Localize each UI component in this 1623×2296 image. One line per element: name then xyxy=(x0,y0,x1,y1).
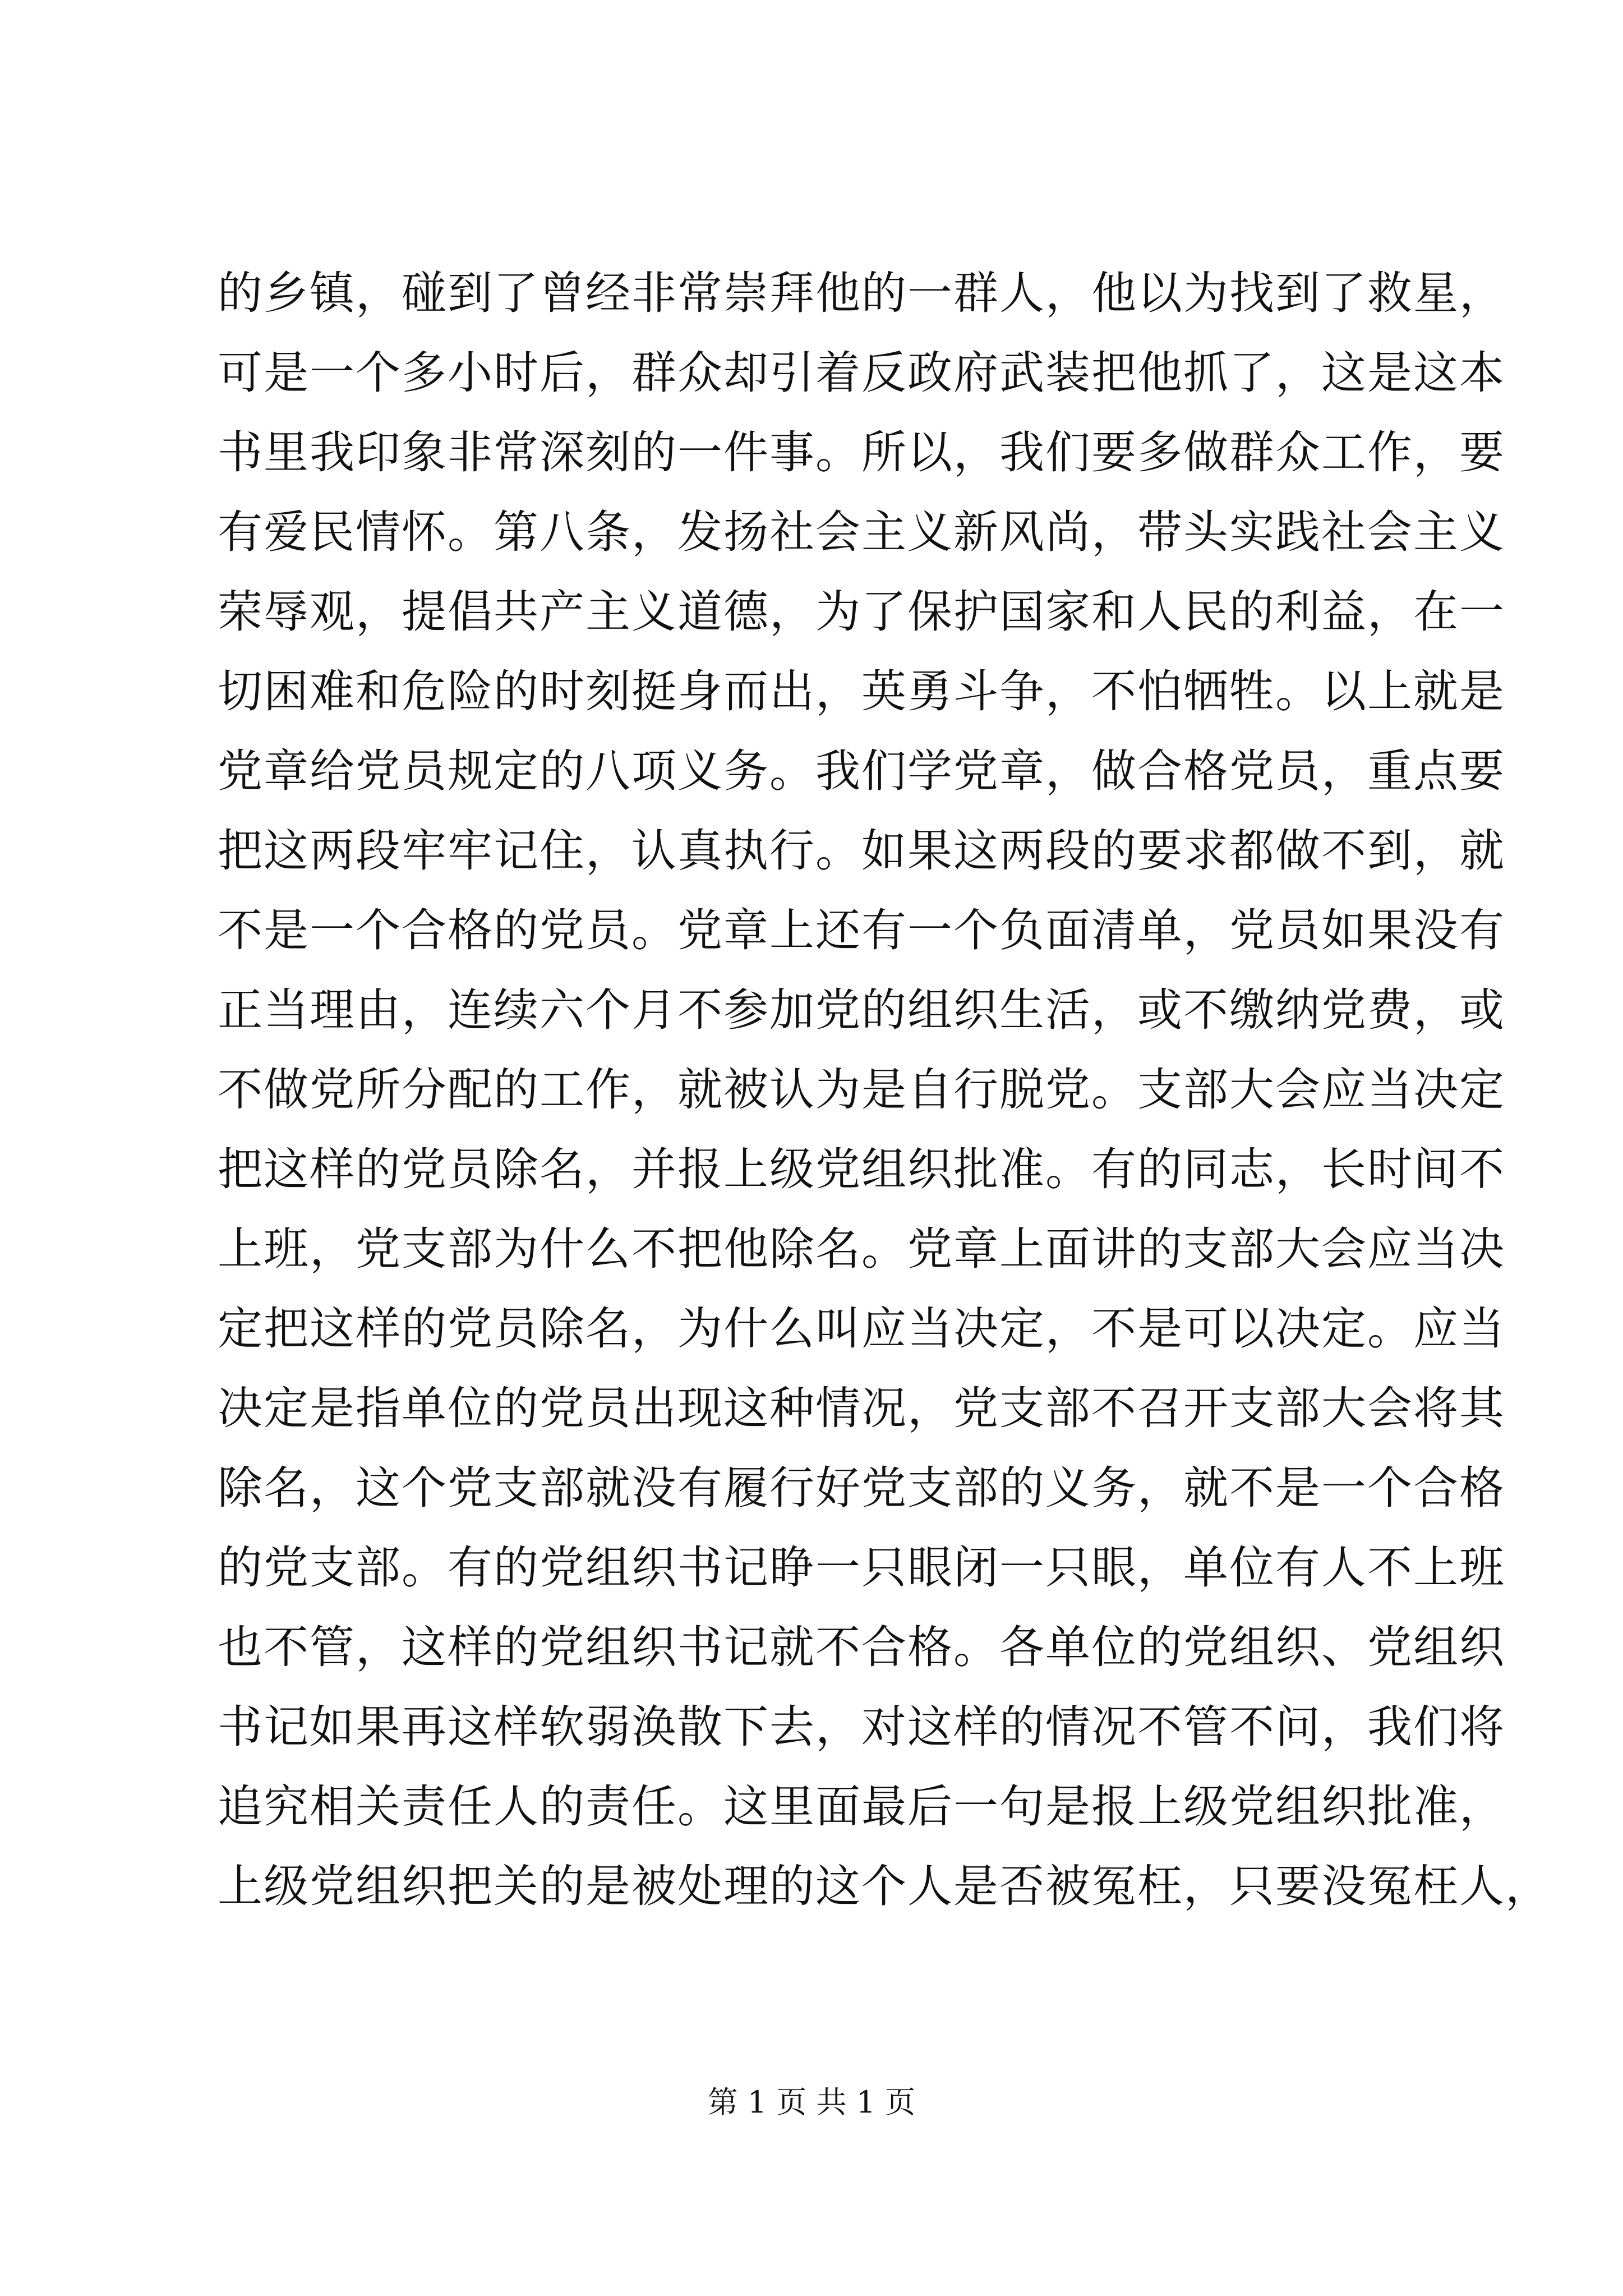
text-line: 除名，这个党支部就没有履行好党支部的义务，就不是一个合格 xyxy=(218,1462,1505,1514)
text-line: 有爱民情怀。第八条，发扬社会主义新风尚，带头实践社会主义 xyxy=(218,506,1505,558)
text-line: 追究相关责任人的责任。这里面最后一句是报上级党组织批准， xyxy=(218,1780,1505,1833)
text-line: 的党支部。有的党组织书记睁一只眼闭一只眼，单位有人不上班 xyxy=(218,1542,1505,1594)
text-line: 正当理由，连续六个月不参加党的组织生活，或不缴纳党费，或 xyxy=(218,984,1505,1036)
text-line: 切困难和危险的时刻挺身而出，英勇斗争，不怕牺牲。以上就是 xyxy=(218,665,1505,717)
text-line: 上级党组织把关的是被处理的这个人是否被冤枉，只要没冤枉人， xyxy=(218,1860,1551,1912)
text-line: 不做党所分配的工作，就被认为是自行脱党。支部大会应当决定 xyxy=(218,1064,1505,1116)
text-line: 把这样的党员除名，并报上级党组织批准。有的同志，长时间不 xyxy=(218,1143,1505,1195)
text-line: 书记如果再这样软弱涣散下去，对这样的情况不管不问，我们将 xyxy=(218,1701,1505,1753)
body-paragraph xyxy=(218,254,1551,1926)
text-line: 决定是指单位的党员出现这种情况，党支部不召开支部大会将其 xyxy=(218,1382,1505,1434)
text-line: 荣辱观，提倡共产主义道德，为了保护国家和人民的利益，在一 xyxy=(218,586,1505,638)
text-line: 不是一个合格的党员。党章上还有一个负面清单，党员如果没有 xyxy=(218,904,1505,956)
text-line: 也不管，这样的党组织书记就不合格。各单位的党组织、党组织 xyxy=(218,1621,1505,1673)
text-line: 上班，党支部为什么不把他除名。党章上面讲的支部大会应当决 xyxy=(218,1223,1505,1275)
text-line: 的乡镇，碰到了曾经非常崇拜他的一群人，他以为找到了救星， xyxy=(218,267,1505,319)
text-line: 定把这样的党员除名，为什么叫应当决定，不是可以决定。应当 xyxy=(218,1303,1505,1355)
text-line: 可是一个多小时后，群众却引着反政府武装把他抓了，这是这本 xyxy=(218,347,1505,399)
page-number-footer: 第 1 页 共 1 页 xyxy=(707,2085,916,2120)
text-line: 党章给党员规定的八项义务。我们学党章，做合格党员，重点要 xyxy=(218,745,1505,797)
text-line: 把这两段牢牢记住，认真执行。如果这两段的要求都做不到，就 xyxy=(218,825,1505,877)
text-line: 书里我印象非常深刻的一件事。所以，我们要多做群众工作，要 xyxy=(218,426,1505,478)
